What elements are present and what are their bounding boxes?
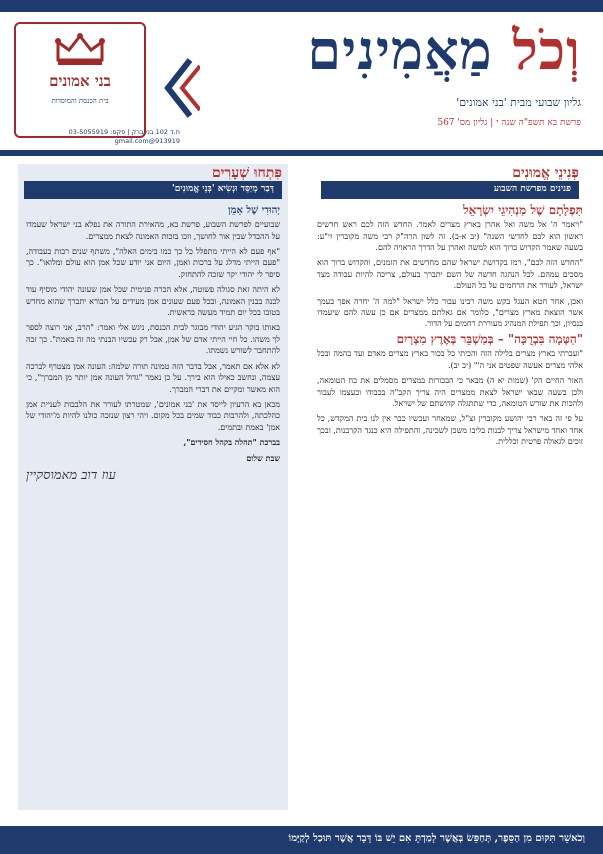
paragraph: באותו בוקר הגיע יהודי מבוגר לבית הכנסת, ניגש אלי ואמר: "הרב, אני רוצה לספר לך משהו. כל חיי הייתי אדם של אמן, אבל רק עכשיו הבנתי מה זה באמת". כך זכה להתחבר לשורש נשמתו.	[26, 323, 280, 356]
paragraph: מכאן בא הרעיון לייסד את 'בני אמונים', שמטרתו לעורר את הלבבות לעניית אמן כהלכתה, ולהרבות כבוד שמים בכל מקום. ויהי רצון שנזכה כולנו להיות מ'יהודי של אמן' באמת ובתמים.	[26, 399, 280, 432]
chevron-decoration-icon	[160, 58, 200, 118]
issue-info: פרשת בא תשפ"ה שנה י | גליון מס' 567	[437, 118, 581, 128]
masthead-title-b: מַאֲמִינִים	[307, 18, 493, 82]
masthead-title	[307, 18, 581, 82]
article-heading: "הַטְּמָה בִּבְרֻכָּה" – בְּמַשְׁבֵּר בְּאֶרֶץ מִצְרָיִם	[396, 331, 583, 346]
section-title: פִּתְחוּ שְׁעָרִים	[211, 165, 282, 181]
section-banner: פנינים מפרשת השבוע	[321, 181, 579, 198]
contact-info	[20, 128, 180, 146]
section-title: פְּנִינֵי אֱמוּנִים	[512, 165, 579, 181]
left-column	[18, 164, 288, 810]
logo-name: בני אמונים	[49, 72, 111, 90]
crown-icon	[54, 32, 106, 66]
contact-line: ת.ד 102 בני ברק | פקס: 03-5055919	[68, 128, 180, 136]
paragraph: ואכן, אחר חטא העגל בקש משה רבינו עבור כלל ישראל "למה ה' יחרה אפך בעמך אשר הוצאת מארץ מצרים", כלומר אם גאלתם ממצרים אם כן עשה להם שיעמדו בנסיון, וכך תפילת המנהיג מעוררת רחמים על הדור.	[317, 296, 583, 329]
header-divider	[0, 150, 603, 156]
section-banner: דְּבַר מְיַסֵּד וּנְשִׂיא 'בְּנֵי אֱמוּנִים'	[24, 181, 282, 198]
masthead-title-a: וְכֹל	[512, 18, 581, 82]
masthead-subtitle: גליון שבועי מבית 'בני אמונים'	[456, 96, 581, 109]
paragraph: האור החיים הק' (שמות יא ה) מבאר כי הבכורות במצרים מסמלים את כח הטומאה, ולכן בשעה שבאו ישראל לצאת ממצרים היה צריך הקב"ה בכבודו ובעצמו לעבור ולהכות את שורש הטומאה, כדי שתתגלה קדושתם של ישראל.	[317, 376, 583, 408]
contact-email[interactable]: 913919@gmail.com	[114, 137, 180, 145]
closing-line: בברכת "תהלה בקהל חסידים",	[183, 437, 280, 448]
header-stripe	[0, 0, 603, 12]
paragraph: לא אלא אם תאמר, אבל בדבר הזה טמונה תורה שלמה: העונה אמן מצטרף לברכה עצמה, ונחשב כאילו הוא בירך. על כן נאמר "גדול העונה אמן יותר מן המברך", כי הוא מאשר ומקיים את דברי המברך.	[26, 361, 280, 394]
page-footer	[0, 826, 603, 854]
article-heading: תִּפְלָתָם שֶׁל מַנְהִיגֵי יִשְׂרָאֵל	[463, 202, 583, 217]
paragraph: "אף פעם לא הייתי מתפלל כל כך כמו בימים האלה", משתף שנים רבות בעבודה, "פעם הייתי מדלג על ברכות ואמן, היום אני יודע שכל אמן הוא עולם ומלואו". כך סיפר לי יהודי יקר שזכה להתחזק.	[26, 247, 280, 279]
paragraph: "החדש הזה לכם", רמז בקדושת ישראל שהם מחדשים את הזמנים, והקדוש ברוך הוא מסכים עמהם. לכל הנהגה חדשה של השם יתברך בעולם, צריכה להיות עבודה מצד ישראל, לעורר את הרחמים על כל העולם.	[317, 258, 583, 291]
page-header	[0, 0, 603, 150]
signoff: שבת שלום	[246, 452, 280, 463]
paragraph: "ועברתי בארץ מצרים בלילה הזה והכיתי כל בכור בארץ מצרים מאדם ועד בהמה ובכל אלהי מצרים אעשה שפטים אני ה'" (יב יב).	[317, 349, 583, 370]
logo-subtitle: בית הכנסת והמוסדות	[51, 97, 109, 105]
right-column	[315, 164, 585, 452]
paragraph: שבועיים לפרשת השבוע, פרשת בא, מהאירת התורה את נפלא בני ישראל שעמדו על ההבדל שבין אור לחושך, וזכו בזכות האמונה לצאת ממצרים.	[26, 220, 280, 241]
paragraph: "ויאמר ה' אל משה ואל אהרן בארץ מצרים לאמר. החדש הזה לכם ראש חדשים ראשון הוא לכם לחדשי השנה" (יב א-ב). זה לשון הרה"ק רבי משה מקוברין זי"ע: בשעה שאמר הקדוש ברוך הוא למשה ואהרן על הדרך הראויה להם.	[317, 220, 583, 253]
signature: עוז דוב מאמוסקיין	[26, 467, 116, 483]
logo	[14, 22, 146, 138]
footer-quote: וְכֹאשֵׁר תִּקּוּם מִן הַסֵּפֶר, תְּחַפֵּשׂ בְּאֲשֶׁר לָמַדְתָּ אִם יֵשׁ בּוֹ דָּבָר אֲשֶׁר תּוּכַל לְקַיְּמוֹ	[288, 833, 585, 844]
masthead	[201, 18, 581, 132]
article-heading: יְהוּדִי שֶׁל אָמֵן	[228, 204, 280, 216]
article-body	[18, 205, 288, 482]
paragraph: לא היתה זאת סגולה פשוטה, אלא הכרה פנימית שכל אמן שעונה יהודי מוסיף עוד לבנה בבנין האמונה, ובכל פעם שעונים אמן מעידים על הבורא יתברך שהוא מחדש בטובו בכל יום תמיד מעשה בראשית.	[26, 285, 280, 318]
paragraph: על פי זה באר רבי יהושע מקוברין זצ"ל, שמאחר ועכשיו כבר אין לנו בית המקדש, כל אחד ואחד מישראל צריך לבנות בליבו משכן לשכינה, והתפילה היא כנגד הקרבנות, ובכך זוכים לגאולה פרטית וכללית.	[317, 414, 583, 447]
article-body	[315, 202, 585, 448]
